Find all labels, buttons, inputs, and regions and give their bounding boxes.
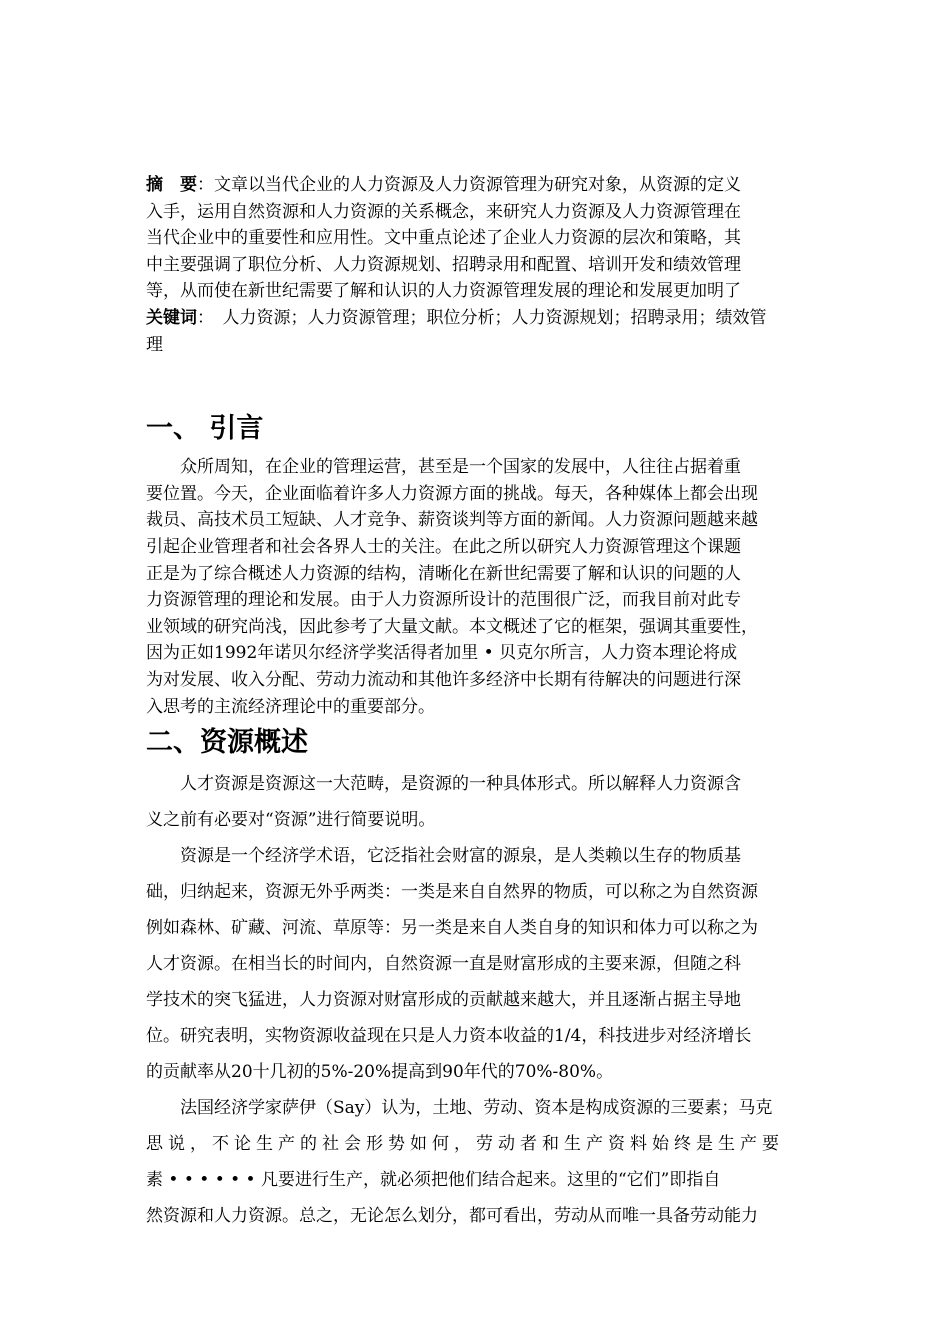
paragraph-line: 为对发展、收入分配、劳动力流动和其他许多经济中长期有待解决的问题进行深 [146,669,741,690]
paragraph-line: 力资源管理的理论和发展。由于人力资源所设计的范围很广泛，而我目前对此专 [146,590,741,611]
paragraph-line: 的贡献率从20十几初的5%-20%提高到90年代的70%-80%。 [146,1062,614,1083]
paragraph-line: 人才资源是资源这一大范畴，是资源的一种具体形式。所以解释人力资源含 [146,774,741,795]
abstract-line: 当代企业中的重要性和应用性。文中重点论述了企业人力资源的层次和策略，其 [146,228,741,249]
section-heading-introduction: 一、 引言 [146,413,264,445]
document-page [146,172,810,1234]
abstract-label: 摘 要 [146,175,197,195]
paragraph-line: 然资源和人力资源。总之，无论怎么划分，都可看出，劳动从而唯一具备劳动能力 [146,1206,758,1227]
keywords-text: ： 人力资源；人力资源管理；职位分析；人力资源规划；招聘录用；绩效管 [197,307,767,328]
paragraph-line: 人才资源。在相当长的时间内，自然资源一直是财富形成的主要来源，但随之科 [146,954,741,975]
paragraph-line: 例如森林、矿藏、河流、草原等：另一类是来自人类自身的知识和体力可以称之为 [146,918,758,939]
paragraph-line: 位。研究表明，实物资源收益现在只是人力资本收益的1/4，科技进步对经济增长 [146,1026,752,1047]
abstract-line: 中主要强调了职位分析、人力资源规划、招聘录用和配置、培训开发和绩效管理 [146,254,741,275]
paragraph-line: 要位置。今天，企业面临着许多人力资源方面的挑战。每天，各种媒体上都会出现 [146,483,758,504]
paragraph-line: 学技术的突飞猛进，人力资源对财富形成的贡献越来越大，并且逐渐占据主导地 [146,990,741,1011]
abstract-line [146,172,810,199]
paragraph-line: 资源是一个经济学术语，它泛指社会财富的源泉，是人类赖以生存的物质基 [146,846,741,867]
paragraph-line: 引起企业管理者和社会各界人士的关注。在此之所以研究人力资源管理这个课题 [146,536,741,557]
keywords-line: 理 [146,334,163,355]
paragraph-line: 义之前有必要对“资源”进行简要说明。 [146,810,436,831]
paragraph-line: 思说，不论生产的社会形势如何，劳动者和生产资料始终是生产要 [146,1134,784,1155]
paragraph-line: 业领域的研究尚浅，因此参考了大量文献。本文概述了它的框架，强调其重要性， [146,616,758,637]
paragraph-line: 正是为了综合概述人力资源的结构，清晰化在新世纪需要了解和认识的问题的人 [146,563,741,584]
section-heading-resources: 二、资源概述 [146,727,308,759]
paragraph-line: 法国经济学家萨伊（Say）认为，土地、劳动、资本是构成资源的三要素；马克 [146,1098,773,1119]
keywords-line [146,305,810,332]
paragraph-line: 础，归纳起来，资源无外乎两类：一类是来自自然界的物质，可以称之为自然资源 [146,882,758,903]
paragraph-line: 因为正如1992年诺贝尔经济学奖活得者加里 • 贝克尔所言，人力资本理论将成 [146,643,738,664]
resources-paragraph [146,766,810,1234]
paragraph-line: 素 • • • • • • 凡要进行生产，就必须把他们结合起来。这里的“它们”即指自 [146,1170,721,1191]
keywords-label: 关键词 [146,307,197,328]
abstract-line: 等，从而使在新世纪需要了解和认识的人力资源管理发展的理论和发展更加明了 [146,281,741,302]
abstract-section [146,172,810,358]
introduction-paragraph [146,454,810,720]
paragraph-line: 裁员、高技术员工短缺、人才竞争、薪资谈判等方面的新闻。人力资源问题越来越 [146,510,758,531]
paragraph-line: 入思考的主流经济理论中的重要部分。 [146,696,435,717]
abstract-line: 入手，运用自然资源和人力资源的关系概念，来研究人力资源及人力资源管理在 [146,201,741,222]
paragraph-line: 众所周知，在企业的管理运营，甚至是一个国家的发展中，人往往占据着重 [146,457,741,478]
abstract-text: ：文章以当代企业的人力资源及人力资源管理为研究对象，从资源的定义 [197,175,741,195]
